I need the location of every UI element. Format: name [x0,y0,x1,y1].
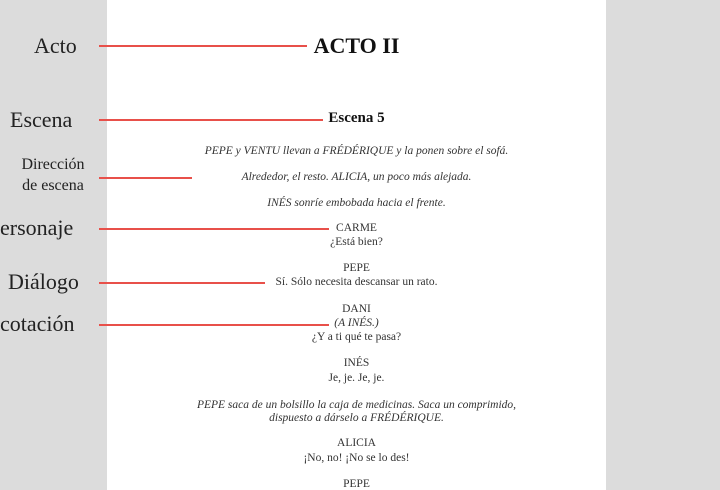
character-name-pepe-2: PEPE [343,478,370,490]
character-name-alicia: ALICIA [337,437,376,449]
dialogue-pepe: Sí. Sólo necesita descansar un rato. [275,276,438,288]
stage-direction-4-line2: dispuesto a dárselo a FRÉDÉRIQUE. [269,412,444,424]
label-personaje: ersonaje [0,215,74,240]
dialogue-carme: ¿Está bien? [330,236,383,248]
label-acotacion: cotación [0,311,75,336]
dialogue-ines: Je, je. Je, je. [328,372,385,384]
label-escena: Escena [10,107,73,132]
dialogue-alicia: ¡No, no! ¡No se lo des! [303,452,410,464]
right-margin-panel [606,0,720,490]
label-dialogo: Diálogo [8,269,79,294]
stage-direction-4-line1: PEPE saca de un bolsillo la caja de medicinas. Saca un comprimido, [196,399,517,411]
character-name-carme: CARME [336,222,377,234]
stage-direction-3: INÉS sonríe embobada hacia el frente. [267,197,446,209]
act-title: ACTO II [313,33,400,58]
parenthetical-dani: (A INÉS.) [334,317,379,329]
stage-direction-1: PEPE y VENTU llevan a FRÉDÉRIQUE y la ponen sobre el sofá. [204,145,509,157]
character-name-pepe: PEPE [343,262,370,274]
label-direccion-de-escena [13,154,93,196]
dialogue-dani: ¿Y a ti qué te pasa? [311,331,402,343]
left-margin-panel [0,0,107,490]
label-acto: Acto [34,33,77,58]
scene-title: Escena 5 [328,110,385,126]
label-direccion-line2: de escena [22,177,84,194]
character-name-dani: DANI [342,303,371,315]
label-direccion-line1: Dirección [21,156,85,173]
character-name-ines: INÉS [343,357,370,369]
stage-direction-2: Alrededor, el resto. ALICIA, un poco más alejada. [241,171,472,183]
